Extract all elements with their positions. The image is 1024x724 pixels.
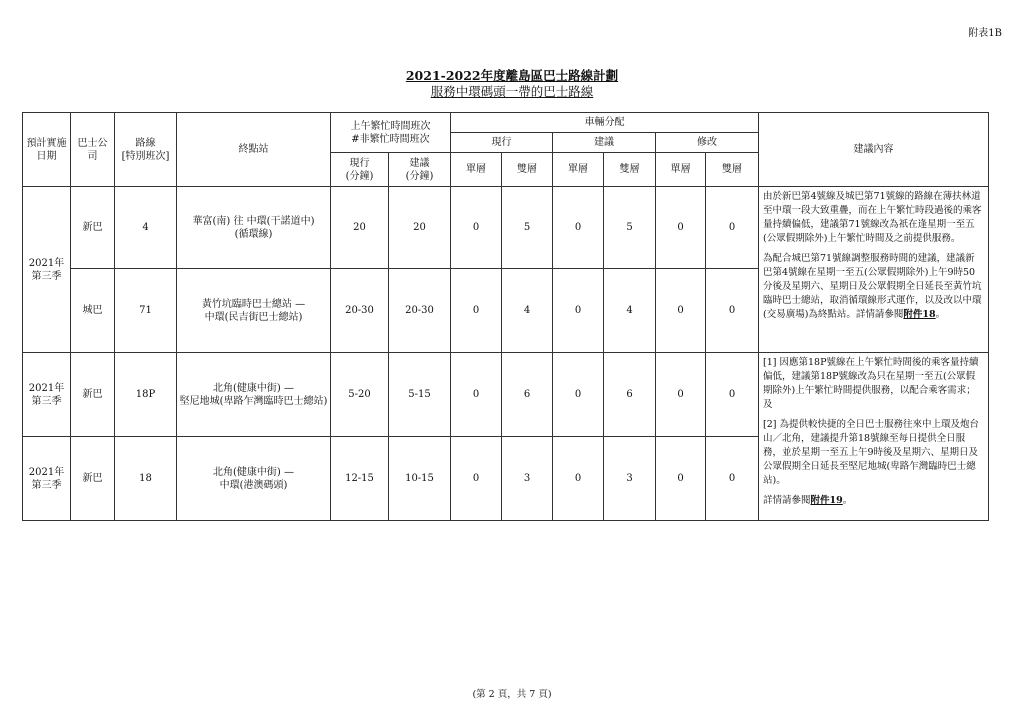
bus-route-table (22, 112, 989, 521)
header-alloc-proposed: 建議 (553, 133, 656, 153)
table-row (23, 187, 989, 269)
header-headway-current-label: 現行 (349, 157, 370, 169)
pro-single-cell: 0 (553, 437, 604, 521)
cur-double-cell: 6 (502, 353, 553, 437)
headway-current-cell: 12-15 (331, 437, 389, 521)
table-row (23, 353, 989, 437)
header-cur-single: 單層 (451, 153, 502, 187)
remarks-paragraph (763, 494, 984, 508)
date-cell: 2021年第三季 (23, 353, 71, 437)
header-rev-double: 雙層 (706, 153, 759, 187)
header-headway (331, 113, 451, 153)
terminus-line-1: 華富(南) 往 中環(干諾道中) (192, 215, 315, 227)
terminus-cell (177, 269, 331, 353)
terminus-line-1: 北角(健康中街) — (213, 466, 294, 478)
header-headway-proposed (389, 153, 451, 187)
terminus-cell (177, 187, 331, 269)
terminus-line-2: (循環線) (234, 228, 273, 240)
route-cell: 18P (115, 353, 177, 437)
pro-double-cell: 4 (604, 269, 656, 353)
rev-single-cell: 0 (656, 437, 706, 521)
rev-double-cell: 0 (706, 269, 759, 353)
title-line-1: 2021-2022年度離島區巴士路線計劃 (405, 68, 619, 83)
headway-proposed-cell: 5-15 (389, 353, 451, 437)
header-date: 預計實施日期 (23, 113, 71, 187)
route-cell: 4 (115, 187, 177, 269)
headway-current-cell: 5-20 (331, 353, 389, 437)
cur-double-cell: 3 (502, 437, 553, 521)
remarks-paragraph: [2] 為提供較快捷的全日巴士服務往來中上環及炮台山／北角，建議提升第18號線至每日提供全日服務，並於星期一至五上午9時後及星期六、星期日及公眾假期全日延長至堅尼地城(卑路乍灣臨時巴士總站)。 (763, 419, 979, 486)
header-route (115, 113, 177, 187)
terminus-line-2: 中環(港澳碼頭) (219, 479, 288, 491)
cur-single-cell: 0 (451, 269, 502, 353)
header-alloc-revised: 修改 (656, 133, 759, 153)
cur-single-cell: 0 (451, 353, 502, 437)
pro-single-cell: 0 (553, 269, 604, 353)
pro-double-cell: 6 (604, 353, 656, 437)
terminus-line-1: 黃竹坑臨時巴士總站 — (201, 298, 306, 310)
date-cell: 2021年第三季 (23, 437, 71, 521)
cur-double-cell: 5 (502, 187, 553, 269)
header-company: 巴士公司 (71, 113, 115, 187)
route-cell: 71 (115, 269, 177, 353)
title-line-2: 服務中環碼頭一帶的巴士路線 (430, 84, 594, 99)
header-terminus: 終點站 (177, 113, 331, 187)
header-allocation: 車輛分配 (451, 113, 759, 133)
header-remarks: 建議內容 (759, 113, 989, 187)
route-cell: 18 (115, 437, 177, 521)
annex-19-link[interactable]: 附件19 (810, 495, 843, 506)
header-non-peak: #非繁忙時間班次 (351, 133, 430, 145)
header-headway-current-unit: (分鐘) (345, 170, 374, 182)
terminus-line-2: 中環(民吉街巴士總站) (204, 311, 303, 323)
cur-double-cell: 4 (502, 269, 553, 353)
cur-single-cell: 0 (451, 437, 502, 521)
rev-single-cell: 0 (656, 187, 706, 269)
header-headway-proposed-label: 建議 (409, 157, 430, 169)
pro-single-cell: 0 (553, 353, 604, 437)
page-number: (第 2 頁，共 7 頁) (472, 689, 552, 700)
rev-double-cell: 0 (706, 353, 759, 437)
cur-single-cell: 0 (451, 187, 502, 269)
remarks-text: 詳情請參閱 (763, 495, 811, 506)
header-alloc-current: 現行 (451, 133, 553, 153)
header-am-peak: 上午繁忙時間班次 (350, 120, 431, 132)
pro-single-cell: 0 (553, 187, 604, 269)
header-cur-double: 雙層 (502, 153, 553, 187)
remarks-text: 。 (935, 309, 946, 320)
pro-double-cell: 5 (604, 187, 656, 269)
date-cell: 2021年第三季 (23, 187, 71, 353)
company-cell: 城巴 (71, 269, 115, 353)
header-headway-proposed-unit: (分鐘) (405, 170, 434, 182)
header-headway-current (331, 153, 389, 187)
terminus-cell (177, 437, 331, 521)
header-route-special: [特別班次] (121, 150, 170, 162)
remarks-paragraph: [1] 因應第18P號線在上午繁忙時間後的乘客量持續偏低，建議第18P號線改為只在星期一至五(公眾假期除外)上午繁忙時間提供服務，以配合乘客需求；及 (763, 357, 979, 410)
header-rev-single: 單層 (656, 153, 706, 187)
terminus-line-1: 北角(健康中街) — (213, 382, 294, 394)
header-pro-single: 單層 (553, 153, 604, 187)
company-cell: 新巴 (71, 187, 115, 269)
remarks-cell-routes-4-71 (759, 187, 989, 353)
headway-current-cell: 20-30 (331, 269, 389, 353)
terminus-line-2: 堅尼地城(卑路乍灣臨時巴士總站) (179, 395, 328, 407)
headway-proposed-cell: 20-30 (389, 269, 451, 353)
remarks-text: 。 (842, 495, 853, 506)
remarks-cell-routes-18p-18 (759, 353, 989, 521)
remarks-paragraph: 由於新巴第4號線及城巴第71號線的路線在薄扶林道至中環一段大致重疊，而在上午繁忙時段過後的乘客量持續偏低，建議第71號線改為祇在逢星期一至五(公眾假期除外)上午繁忙時間及之前提供服務。 (763, 191, 982, 244)
annex-label: 附表1B (968, 28, 1002, 39)
rev-double-cell: 0 (706, 187, 759, 269)
company-cell: 新巴 (71, 437, 115, 521)
rev-single-cell: 0 (656, 353, 706, 437)
rev-single-cell: 0 (656, 269, 706, 353)
page-title (0, 68, 1024, 100)
pro-double-cell: 3 (604, 437, 656, 521)
rev-double-cell: 0 (706, 437, 759, 521)
header-pro-double: 雙層 (604, 153, 656, 187)
terminus-cell (177, 353, 331, 437)
headway-proposed-cell: 20 (389, 187, 451, 269)
header-route-label: 路線 (135, 137, 156, 149)
headway-current-cell: 20 (331, 187, 389, 269)
annex-18-link[interactable]: 附件18 (903, 309, 936, 320)
company-cell: 新巴 (71, 353, 115, 437)
remarks-paragraph (763, 252, 984, 322)
headway-proposed-cell: 10-15 (389, 437, 451, 521)
remarks-text: 為配合城巴第71號線調整服務時間的建議，建議新巴第4號線在星期一至五(公眾假期除外)上午9時50分後及星期六、星期日及公眾假期全日延長至黃竹坑臨時巴士總站，取消循環線形式運作，以及改以中環(交易廣場)為終點站。詳情請參閱 (763, 253, 982, 320)
